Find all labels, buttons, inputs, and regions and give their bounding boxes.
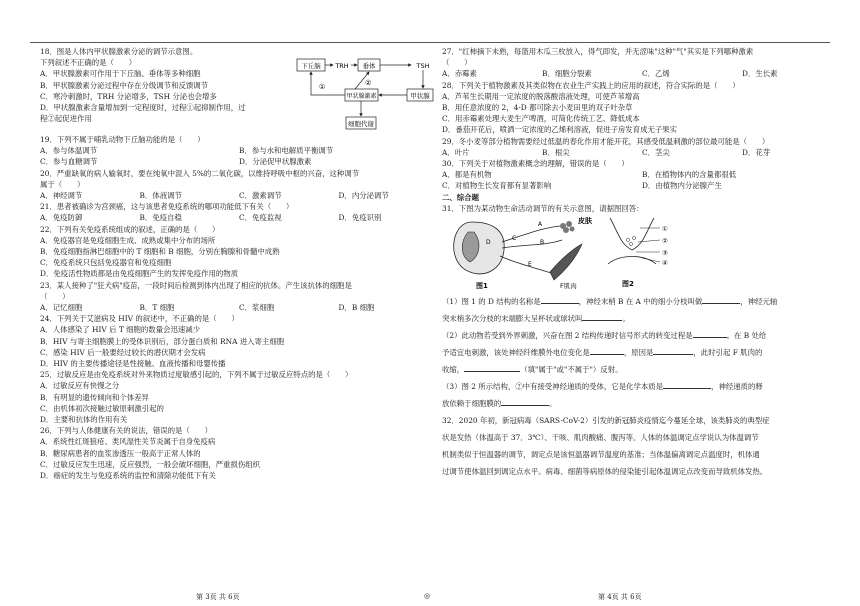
q20-stem2: 属于（ ）	[40, 179, 85, 189]
q31-p2-text-c: 予适宜电刺激，该处神经纤维膜外电位变化是	[442, 348, 590, 358]
q23-stem2: （ ）	[40, 291, 70, 301]
q22-stem: 22．下列有关免疫系统组成的叙述，正确的是（ ）	[40, 224, 220, 234]
diagram-pituitary-label: 垂体	[362, 62, 376, 70]
q31-p2-text-b: 。在 B 处给	[726, 331, 767, 341]
thyroid-regulation-diagram	[295, 56, 435, 134]
q24-option-a: A．人体感染了 HIV 后 T 细胞的数量会迅速减少	[40, 325, 201, 335]
q24-option-c: C．感染 HIV 后一般要经过较长的潜伏期才会发病	[40, 347, 206, 357]
q18-option-a: A．甲状腺激素可作用于下丘脑、垂体等多种细胞	[40, 69, 201, 79]
q22-option-c: C．免疫系统只包括免疫器官和免疫细胞	[40, 258, 172, 268]
q25-option-d: D．主要和抗体的作用有关	[40, 415, 128, 425]
footer-center-mark: ◎	[424, 592, 431, 600]
fig2-num-1: ①	[662, 225, 668, 234]
fig1-caption: 图1	[476, 282, 488, 291]
fig1-letter-c: C	[512, 235, 517, 243]
q28-option-c: C．用赤霉素处理大麦生产啤酒，可简化传统工艺、降低成本	[442, 114, 640, 124]
q27-stem: 27．"红柿摘下未熟，每篮用木瓜三枚放入，得气即发，并无涩味"这种"气"其实是下列哪种激素	[442, 47, 754, 56]
q23-stem: 23．某人接种了"狂犬病"疫苗，一段时间后检测到体内出现了相应的抗体。产生该抗体的细胞是	[40, 280, 352, 290]
q29-option-a: A．叶片	[442, 147, 470, 157]
q23-option-a: A．记忆细胞	[40, 303, 83, 313]
q31-blank-2[interactable]	[702, 296, 740, 304]
q20-option-b: B．体液调节	[139, 191, 182, 201]
q31-stem: 31．下图为某动物生命活动调节的有关示意图，请据图回答：	[442, 203, 644, 213]
diagram-pathway-2: ②	[365, 79, 372, 87]
top-rule	[30, 42, 830, 43]
question-31	[442, 203, 842, 412]
q31-blank-3[interactable]	[582, 313, 622, 321]
diagram-metabolism-label: 细胞代谢	[348, 120, 374, 128]
q27-option-d: D．生长素	[742, 69, 778, 79]
q32-line-1: 32．2020 年初，新冠病毒（SARS-CoV-2）引发的新冠肺炎疫情迄今蔓延全球，该类肺炎的典型症	[442, 416, 770, 426]
q31-blank-4[interactable]	[693, 330, 727, 338]
question-29	[442, 136, 842, 158]
q32-line-3: 机制类似于恒温器的调节，调定点是该恒温器调节温度的基准；当体温偏离调定点温度时，机体通	[442, 450, 760, 460]
q31-blank-5[interactable]	[590, 347, 624, 355]
question-22	[40, 224, 438, 280]
question-18	[40, 46, 438, 134]
q31-part3	[442, 378, 842, 412]
q22-option-d: D．免疫活性物质都是由免疫细胞产生的发挥免疫作用的物质	[40, 269, 239, 279]
q20-option-c: C．激素调节	[239, 191, 282, 201]
q19-stem: 19．下列不属于哺乳动物下丘脑功能的是（ ）	[40, 135, 205, 144]
q29-option-c: C．茎尖	[642, 147, 670, 157]
q18-option-d: D．甲状腺激素含量增加到一定程度时，过程①起抑制作用，过	[40, 103, 246, 113]
q20-option-a: A．神经调节	[40, 191, 83, 201]
q26-option-c: C．过敏反应发生迅速，反应强烈，一般会破坏细胞，严重损伤组织	[40, 459, 260, 469]
question-32	[442, 412, 842, 480]
q31-p3-text-a: （3）图 2 所示结构，②中有接受神经递质的受体，它是化学本质是	[442, 382, 664, 392]
q19-option-a: A．参与体温调节	[40, 146, 98, 156]
fig1-letter-a: A	[538, 221, 543, 229]
q24-option-d: D．HIV 的主要传播途径是性接触、血液传播和母婴传播	[40, 359, 226, 369]
q31-blank-9[interactable]	[501, 398, 549, 406]
q31-p1-text-d: 突末梢多次分枝的末端膨大呈杯状或球状叫	[442, 314, 583, 324]
q18-stem: 18．图是人体内甲状腺激素分泌的调节示意图。	[40, 47, 198, 56]
q27-stem2: （ ）	[442, 58, 472, 68]
q25-stem: 25．过敏反应是由免疫系统对外来物质过度敏感引起的，下列不属于过敏反应特点的是（ ）	[40, 370, 353, 380]
question-30	[442, 158, 842, 192]
q31-p3-text-d: 。	[549, 399, 557, 409]
q18-stem2: 下列叙述不正确的是（ ）	[40, 58, 137, 68]
q18-option-b: B．甲状腺激素分泌过程中存在分级调节和反馈调节	[40, 80, 209, 90]
fig2-num-4: ④	[662, 259, 668, 268]
fig1-letter-d: D	[486, 239, 491, 247]
fig2-num-2: ②	[662, 237, 668, 246]
section-heading: 二、综合题	[442, 192, 479, 202]
q23-option-b: B．T 细胞	[139, 303, 175, 313]
question-20	[40, 168, 438, 202]
q31-blank-7[interactable]	[464, 364, 520, 372]
q29-option-b: B．根尖	[542, 147, 570, 157]
q19-option-b: B．参与水和电解质平衡调节	[239, 146, 334, 156]
diagram-hormone-label: 甲状腺激素	[346, 93, 377, 100]
q25-option-b: B．有明显的遗传倾向和个体差异	[40, 392, 149, 402]
q20-stem: 20．严重缺氧的病人输氧时，要在纯氧中混入 5%的二氧化碳，以维持呼吸中枢的兴奋，这种调节	[40, 168, 360, 178]
q31-blank-8[interactable]	[663, 381, 711, 389]
q28-option-b: B．用任意浓度的 2，4-D 都可除去小麦田里的双子叶杂草	[442, 103, 633, 113]
q29-option-d: D．花芽	[742, 147, 771, 157]
q30-option-a: A．都是有机物	[442, 170, 492, 180]
fig1-letter-b: B	[540, 239, 545, 247]
q31-p2-text-f: 收缩，	[442, 365, 465, 375]
question-19	[40, 134, 438, 168]
q30-option-b: B．在植物体内的含量都很低	[642, 170, 737, 180]
diagram-tsh-label: TSH	[416, 62, 430, 70]
q21-option-c: C．免疫监视	[239, 213, 282, 223]
q28-option-a: A．芦苇生长期用一定浓度的脱落酸溶液处理，可使芦苇增高	[442, 91, 640, 101]
q26-stem: 26．下列与人体健康有关的说法，错误的是（ ）	[40, 426, 213, 436]
q21-option-d: D．免疫识别	[338, 213, 382, 223]
q31-p1-text-a: （1）图 1 的 D 结构的名称是	[442, 297, 541, 307]
q22-option-b: B．免疫细胞指淋巴细胞中的 T 细胞和 B 细胞，分别在胸腺和骨髓中成熟	[40, 247, 280, 257]
question-28	[442, 80, 842, 136]
diagram-pathway-1: ①	[319, 83, 326, 91]
left-column	[40, 46, 438, 481]
q19-option-d: D．分泌促甲状腺激素	[239, 157, 312, 167]
question-27	[442, 46, 842, 80]
q32-line-4: 过调节使体温回到调定点水平。病毒、细菌等病原体的侵染能引起体温调定点改变而导致机体发热。	[442, 467, 768, 477]
q28-stem: 28．下列关于植物激素及其类似物在农业生产实践上的应用的叙述，符合实际的是（ ）	[442, 80, 740, 90]
q31-p1-text-b: ，神经末梢 B 在 A 中的细小分枝叫做	[578, 297, 703, 307]
figure-2	[608, 218, 668, 288]
q30-option-d: D．由植物内分泌腺产生	[642, 181, 722, 191]
q32-line-2: 状是发热（体温高于 37．3℃）、干咳、肌肉酸痛、腹泻等。人体的体温调定点学说认为体温调节	[442, 433, 759, 443]
q27-option-c: C．乙烯	[642, 69, 670, 79]
diagram-thyroid-label: 甲状腺	[410, 92, 430, 100]
fig1-skin-label: 皮肤	[578, 217, 592, 226]
fig2-caption: 图2	[622, 280, 634, 289]
fig2-num-3: ③	[662, 249, 668, 258]
q28-option-d: D．番茄开花后，喷洒一定浓度的乙烯利溶液，促进子房发育成无子果实	[442, 125, 678, 135]
q23-option-c: C．浆细胞	[239, 303, 275, 313]
q25-option-a: A．过敏反应有快慢之分	[40, 381, 120, 391]
q25-option-c: C．由机体初次接触过敏原刺激引起的	[40, 403, 164, 413]
q21-option-b: B．免疫自稳	[139, 213, 182, 223]
right-column	[442, 46, 842, 480]
q31-p2-text-d: ，原因是	[623, 348, 654, 358]
figure-1	[454, 216, 592, 290]
fig1-muscle-label: F肌肉	[560, 282, 577, 291]
question-26	[40, 425, 438, 481]
q31-p2-text-e: ，此时引起 F 肌肉的	[693, 348, 763, 358]
q31-p3-text-c: 放依赖于细胞膜的	[442, 399, 502, 409]
q31-p3-text-b: ，神经递质的释	[711, 382, 763, 392]
diagram-trh-label: TRH	[335, 62, 349, 70]
question-25	[40, 369, 438, 425]
fig1-letter-e: E	[528, 261, 532, 269]
q27-option-a: A．赤霉素	[442, 69, 477, 79]
footer-right-page-number: 第 4页 共 6页	[598, 593, 642, 601]
q19-option-c: C．参与血糖调节	[40, 157, 98, 167]
q31-part1	[442, 293, 842, 327]
q30-option-c: C．对植物生长发育都有显著影响	[442, 181, 552, 191]
q18-option-c: C．寒冷刺激时，TRH 分泌增多，TSH 分泌也会增多	[40, 91, 217, 101]
q31-part2	[442, 327, 842, 378]
q21-stem: 21．患者被确诊为宫颈癌，这与该患者免疫系统的哪项功能低下有关（ ）	[40, 202, 294, 212]
q31-p1-text-c: ，神经元轴	[740, 297, 778, 307]
q26-option-b: B．糖尿病患者的血浆渗透压一般高于正常人体的	[40, 448, 201, 458]
diagram-hypothalamus-label: 下丘脑	[301, 62, 321, 70]
q20-option-d: D．内分泌调节	[338, 191, 389, 201]
q26-option-d: D．癌症的发生与免疫系统的监控和清除功能低下有关	[40, 471, 216, 481]
q21-option-a: A．免疫防御	[40, 213, 83, 223]
q31-p2-text-g: （填"属于"或"不属于"）反射。	[520, 365, 623, 375]
neuro-figures	[442, 214, 832, 290]
q30-stem: 30．下列关于对植物激素概念的理解，错误的是（ ）	[442, 159, 629, 169]
q31-blank-1[interactable]	[541, 296, 579, 304]
q26-option-a: A．系统性红斑狼疮、类风湿性关节炎属于自身免疫病	[40, 437, 216, 447]
footer-left-page-number: 第 3页 共 6页	[196, 593, 240, 601]
question-24	[40, 313, 438, 369]
question-21	[40, 201, 438, 223]
q27-option-b: B．细胞分裂素	[542, 69, 592, 79]
q29-stem: 29．冬小麦等部分植物需要经过低温的春化作用才能开花，其感受低温刺激的部位最可能是（ ）	[442, 136, 770, 146]
q31-p1-text-e: 。	[622, 314, 630, 324]
q23-option-d: D．B 细胞	[338, 303, 375, 313]
q22-option-a: A．免疫器官是免疫细胞生成、成熟或集中分布的场所	[40, 235, 216, 245]
question-23	[40, 280, 438, 314]
q24-stem: 24．下列关于艾滋病及 HIV 的叙述中，不正确的是（ ）	[40, 314, 239, 324]
q31-p2-text-a: （2）此动物若受到外界刺激，兴奋在图 2 结构传递时信号形式的转变过程是	[442, 331, 693, 341]
q18-option-d-cont: 程②起促进作用	[40, 114, 92, 124]
q31-blank-6[interactable]	[653, 347, 693, 355]
q24-option-b: B．HIV 与寄主细胞膜上的受体识别后，部分蛋白质和 RNA 进入寄主细胞	[40, 336, 285, 346]
